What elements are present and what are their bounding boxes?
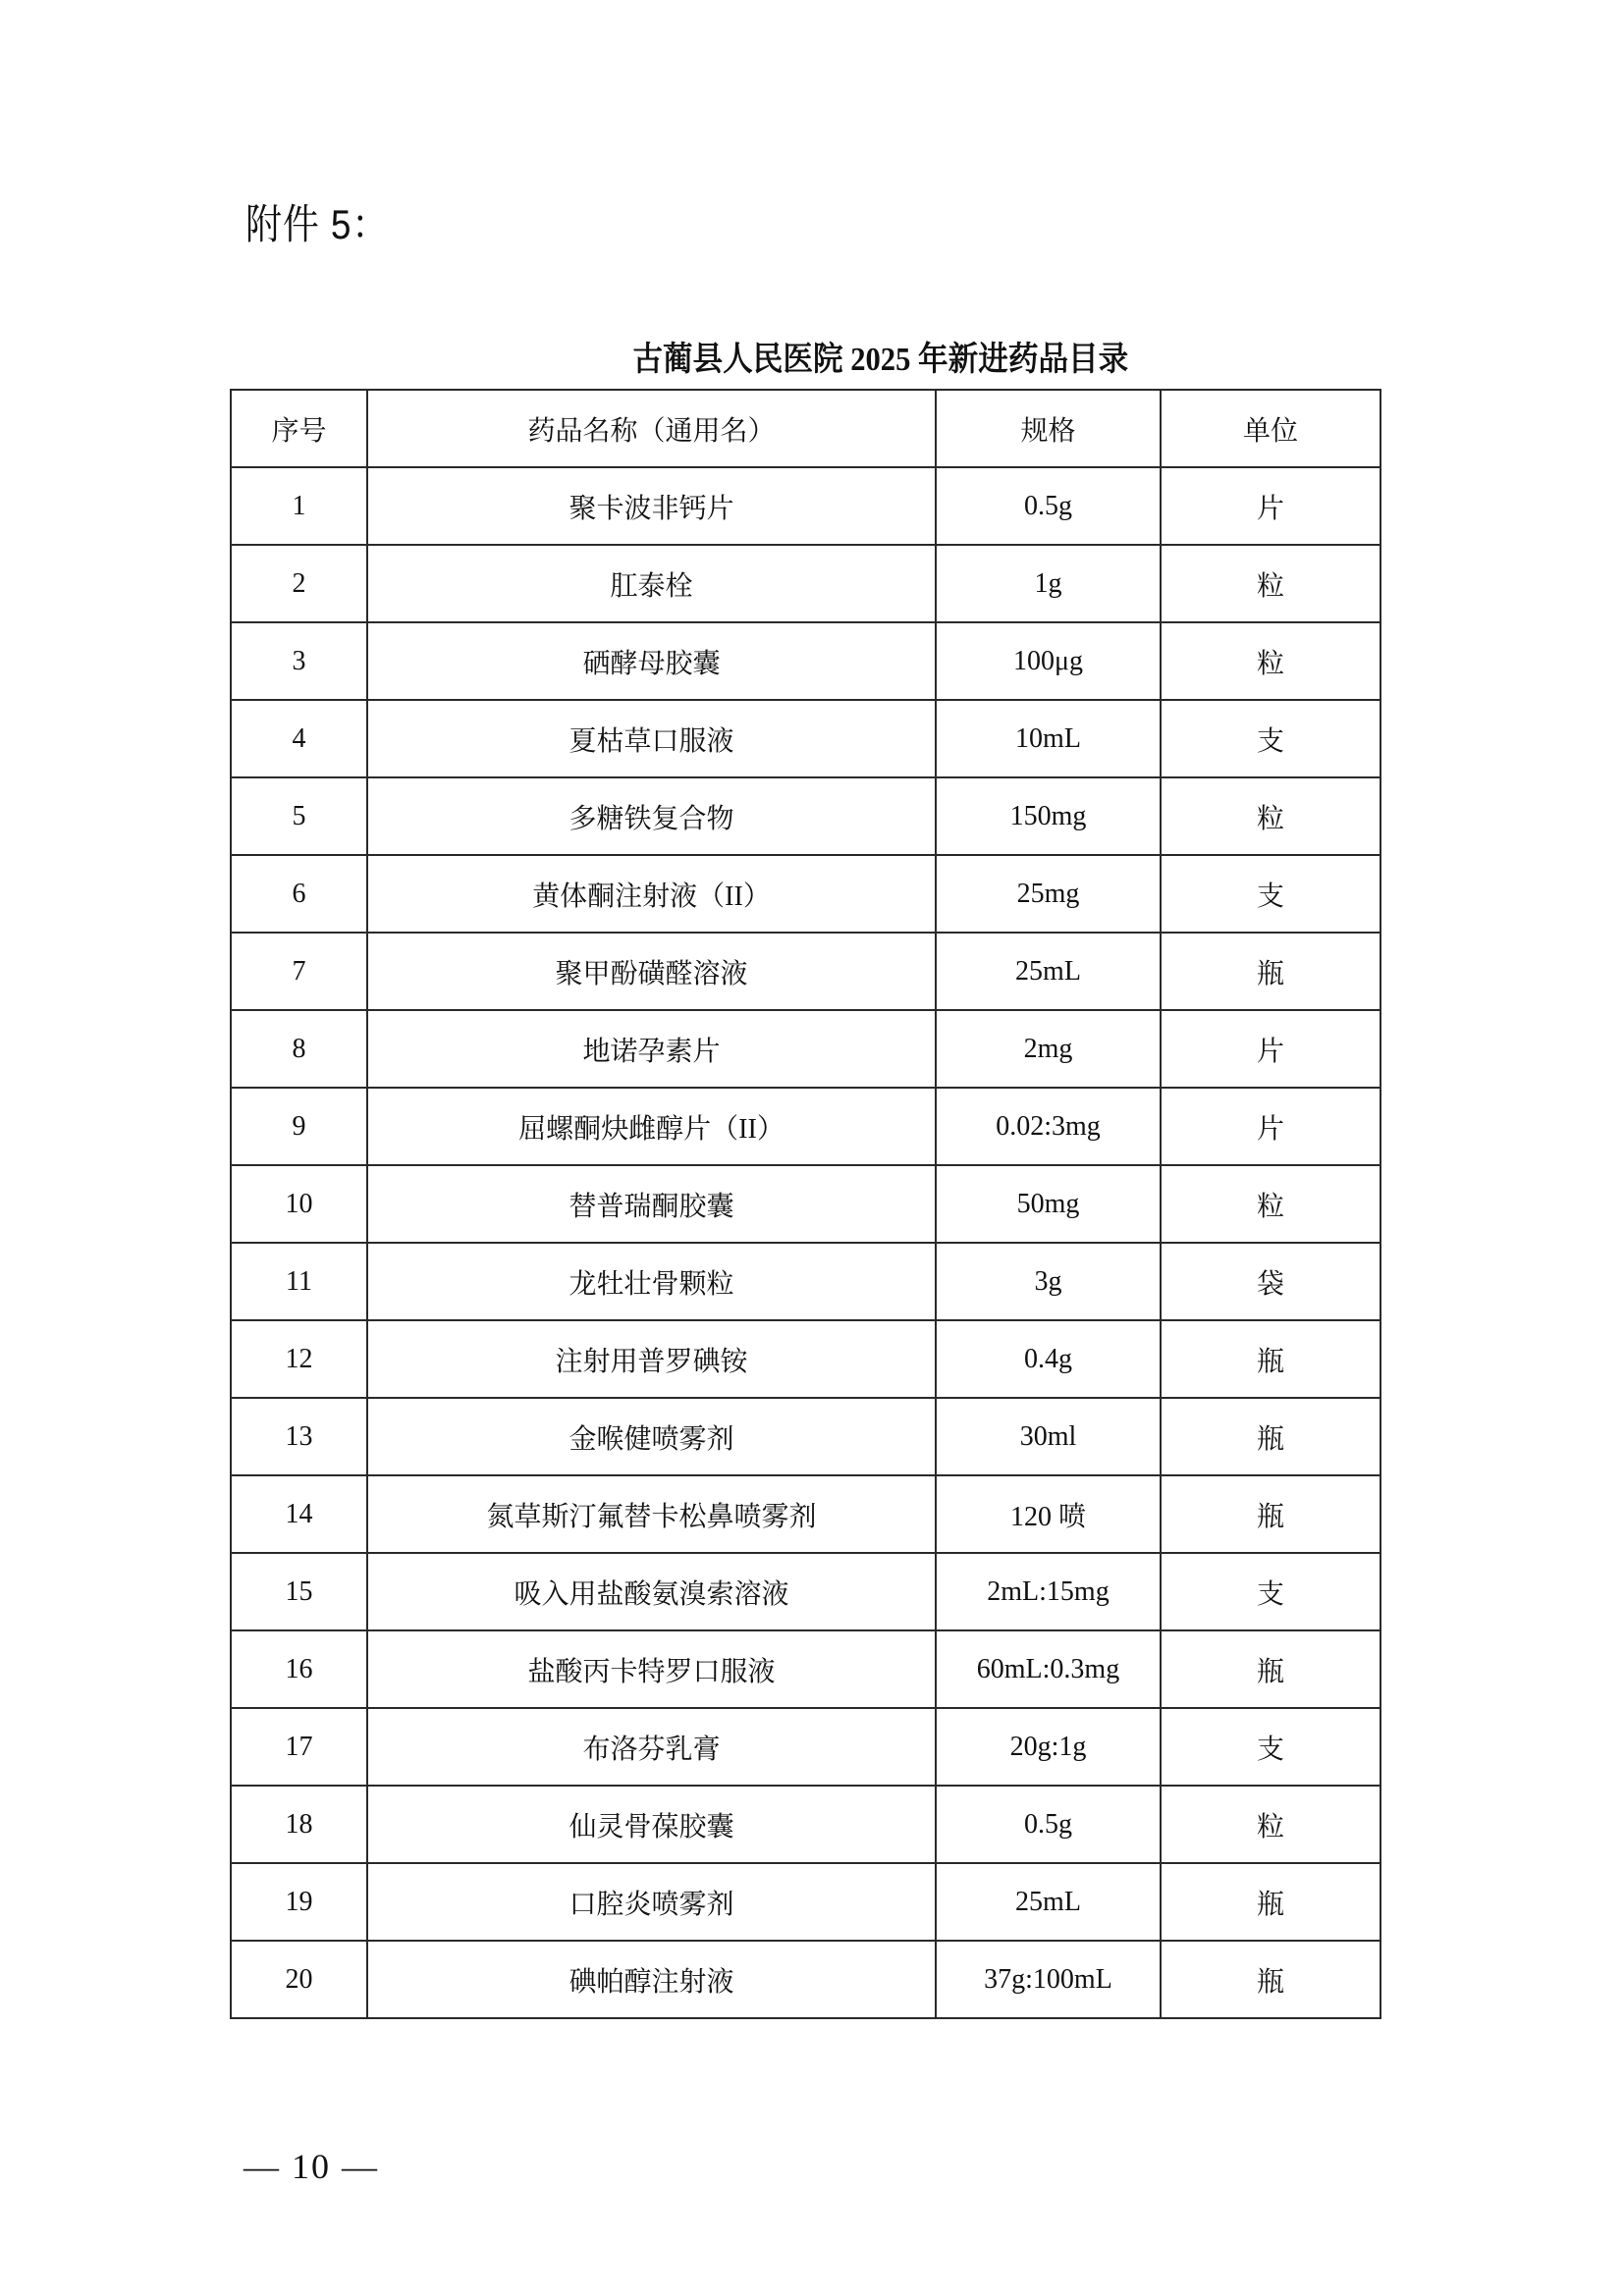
- attachment-label: 附件 5：: [245, 201, 390, 247]
- table-row: [231, 1243, 1380, 1320]
- table-row: [231, 1088, 1380, 1165]
- cell-unit: 瓶: [1161, 1320, 1380, 1398]
- header-unit: 单位: [1161, 390, 1380, 467]
- cell-drug-name: 氮草斯汀氟替卡松鼻喷雾剂: [367, 1475, 936, 1553]
- cell-unit: 片: [1161, 467, 1380, 545]
- table-row: [231, 1941, 1380, 2018]
- table-row: [231, 1630, 1380, 1708]
- cell-drug-name: 夏枯草口服液: [367, 700, 936, 777]
- cell-unit: 粒: [1161, 1786, 1380, 1863]
- table-row: [231, 1863, 1380, 1941]
- cell-serial: 3: [231, 622, 367, 700]
- table-row: [231, 777, 1380, 855]
- cell-drug-name: 吸入用盐酸氨溴索溶液: [367, 1553, 936, 1630]
- cell-unit: 瓶: [1161, 1863, 1380, 1941]
- cell-specification: 50mg: [936, 1165, 1161, 1243]
- cell-drug-name: 硒酵母胶囊: [367, 622, 936, 700]
- table-row: [231, 933, 1380, 1010]
- cell-unit: 粒: [1161, 777, 1380, 855]
- cell-specification: 2mg: [936, 1010, 1161, 1088]
- cell-unit: 片: [1161, 1010, 1380, 1088]
- cell-serial: 20: [231, 1941, 367, 2018]
- cell-serial: 7: [231, 933, 367, 1010]
- cell-specification: 2mL:15mg: [936, 1553, 1161, 1630]
- cell-specification: 60mL:0.3mg: [936, 1630, 1161, 1708]
- cell-serial: 16: [231, 1630, 367, 1708]
- cell-unit: 支: [1161, 855, 1380, 933]
- cell-unit: 瓶: [1161, 933, 1380, 1010]
- cell-serial: 13: [231, 1398, 367, 1475]
- cell-serial: 11: [231, 1243, 367, 1320]
- table-row: [231, 1708, 1380, 1786]
- cell-drug-name: 碘帕醇注射液: [367, 1941, 936, 2018]
- cell-specification: 37g:100mL: [936, 1941, 1161, 2018]
- cell-serial: 17: [231, 1708, 367, 1786]
- header-drug-name: 药品名称（通用名）: [367, 390, 936, 467]
- cell-drug-name: 屈螺酮炔雌醇片（II）: [367, 1088, 936, 1165]
- table-row: [231, 855, 1380, 933]
- table-row: [231, 467, 1380, 545]
- table-row: [231, 1398, 1380, 1475]
- cell-serial: 4: [231, 700, 367, 777]
- cell-serial: 15: [231, 1553, 367, 1630]
- cell-unit: 粒: [1161, 622, 1380, 700]
- table-row: [231, 545, 1380, 622]
- cell-drug-name: 口腔炎喷雾剂: [367, 1863, 936, 1941]
- cell-unit: 瓶: [1161, 1630, 1380, 1708]
- cell-drug-name: 多糖铁复合物: [367, 777, 936, 855]
- cell-specification: 30ml: [936, 1398, 1161, 1475]
- cell-unit: 袋: [1161, 1243, 1380, 1320]
- cell-specification: 0.02:3mg: [936, 1088, 1161, 1165]
- cell-serial: 6: [231, 855, 367, 933]
- table-row: [231, 1475, 1380, 1553]
- header-specification: 规格: [936, 390, 1161, 467]
- cell-unit: 支: [1161, 1553, 1380, 1630]
- cell-unit: 支: [1161, 700, 1380, 777]
- header-serial: 序号: [231, 390, 367, 467]
- cell-specification: 25mL: [936, 1863, 1161, 1941]
- cell-specification: 25mL: [936, 933, 1161, 1010]
- table-row: [231, 700, 1380, 777]
- cell-unit: 瓶: [1161, 1398, 1380, 1475]
- cell-drug-name: 龙牡壮骨颗粒: [367, 1243, 936, 1320]
- cell-drug-name: 聚卡波非钙片: [367, 467, 936, 545]
- cell-specification: 3g: [936, 1243, 1161, 1320]
- table-row: [231, 1165, 1380, 1243]
- cell-specification: 100μg: [936, 622, 1161, 700]
- document-title: 古蔺县人民医院 2025 年新进药品目录: [632, 342, 1129, 378]
- cell-serial: 2: [231, 545, 367, 622]
- cell-serial: 12: [231, 1320, 367, 1398]
- cell-drug-name: 肛泰栓: [367, 545, 936, 622]
- cell-specification: 10mL: [936, 700, 1161, 777]
- cell-serial: 10: [231, 1165, 367, 1243]
- cell-serial: 1: [231, 467, 367, 545]
- cell-specification: 0.5g: [936, 1786, 1161, 1863]
- cell-serial: 8: [231, 1010, 367, 1088]
- cell-specification: 1g: [936, 545, 1161, 622]
- drug-catalog-table: [230, 389, 1381, 2019]
- cell-serial: 5: [231, 777, 367, 855]
- cell-specification: 150mg: [936, 777, 1161, 855]
- cell-unit: 支: [1161, 1708, 1380, 1786]
- cell-specification: 120 喷: [936, 1475, 1161, 1553]
- cell-unit: 片: [1161, 1088, 1380, 1165]
- cell-drug-name: 地诺孕素片: [367, 1010, 936, 1088]
- cell-unit: 瓶: [1161, 1941, 1380, 2018]
- cell-unit: 粒: [1161, 1165, 1380, 1243]
- table-row: [231, 1320, 1380, 1398]
- table-row: [231, 1553, 1380, 1630]
- cell-drug-name: 仙灵骨葆胶囊: [367, 1786, 936, 1863]
- cell-serial: 9: [231, 1088, 367, 1165]
- cell-specification: 0.4g: [936, 1320, 1161, 1398]
- cell-drug-name: 替普瑞酮胶囊: [367, 1165, 936, 1243]
- cell-unit: 粒: [1161, 545, 1380, 622]
- cell-serial: 19: [231, 1863, 367, 1941]
- cell-serial: 14: [231, 1475, 367, 1553]
- table-row: [231, 622, 1380, 700]
- cell-serial: 18: [231, 1786, 367, 1863]
- cell-drug-name: 注射用普罗碘铵: [367, 1320, 936, 1398]
- cell-specification: 0.5g: [936, 467, 1161, 545]
- cell-drug-name: 黄体酮注射液（II）: [367, 855, 936, 933]
- cell-specification: 20g:1g: [936, 1708, 1161, 1786]
- table-header-row: [231, 390, 1380, 467]
- cell-specification: 25mg: [936, 855, 1161, 933]
- cell-drug-name: 盐酸丙卡特罗口服液: [367, 1630, 936, 1708]
- table-row: [231, 1010, 1380, 1088]
- cell-drug-name: 布洛芬乳膏: [367, 1708, 936, 1786]
- page-number: — 10 —: [244, 2147, 379, 2186]
- cell-drug-name: 金喉健喷雾剂: [367, 1398, 936, 1475]
- table-row: [231, 1786, 1380, 1863]
- cell-unit: 瓶: [1161, 1475, 1380, 1553]
- cell-drug-name: 聚甲酚磺醛溶液: [367, 933, 936, 1010]
